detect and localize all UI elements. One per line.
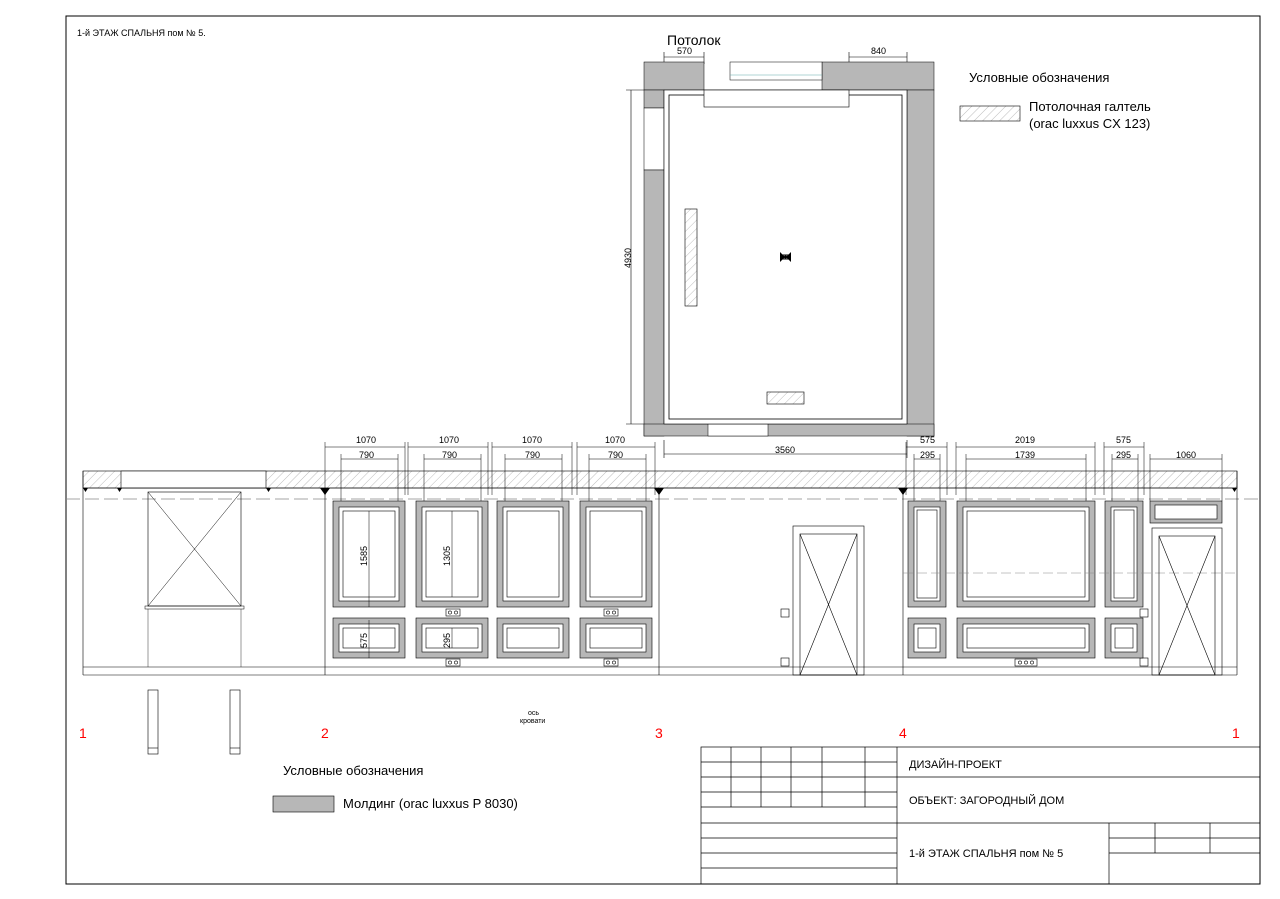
dim-panel-4-outer: 1070 <box>605 435 626 445</box>
legend-top-title: Условные обозначения <box>969 70 1110 85</box>
door-elevation-1 <box>793 526 864 675</box>
dim-right-2-inner: 1739 <box>1015 450 1036 460</box>
dim-panel-2-inner: 790 <box>442 450 458 460</box>
legend-cornice-line1: Потолочная галтель <box>1029 99 1151 114</box>
ceiling-wall-right <box>907 90 934 436</box>
ceiling-dim-right: 840 <box>871 46 887 56</box>
dim-vert-1305: 1305 <box>442 545 452 566</box>
ceiling-wall-left <box>644 90 664 108</box>
axis-marker-3: 3 <box>655 725 663 741</box>
dim-panel-3-inner: 790 <box>525 450 541 460</box>
dim-panel-2-outer: 1070 <box>439 435 460 445</box>
legend-cornice-line2: (orac luxxus CX 123) <box>1029 116 1151 131</box>
axis-marker-5: 1 <box>1232 725 1240 741</box>
ceiling-title: Потолок <box>667 32 721 48</box>
dim-right-1-inner: 295 <box>920 450 936 460</box>
title-block-project: ДИЗАЙН-ПРОЕКТ <box>909 759 1002 771</box>
dim-right-1-outer: 575 <box>920 435 936 445</box>
wall-elevation <box>66 435 1260 754</box>
ceiling-wall-top-left <box>644 62 704 90</box>
dim-panel-4-inner: 790 <box>608 450 624 460</box>
legend-bottom-title: Условные обозначения <box>283 763 424 778</box>
door-elevation-2 <box>1152 528 1222 675</box>
ceiling-door-bottom <box>708 424 768 436</box>
bed-axis-label-1: ось <box>528 710 540 717</box>
dim-right-3-inner: 295 <box>1116 450 1132 460</box>
axis-marker-1: 1 <box>79 725 87 741</box>
bed-axis-label-2: кровати <box>520 718 546 725</box>
ceiling-window-top <box>730 62 822 80</box>
legend-moulding-label: Молдинг (orac luxxus P 8030) <box>343 796 518 811</box>
title-block-sheet: 1-й ЭТАЖ СПАЛЬНЯ пом № 5 <box>909 848 1064 860</box>
axis-marker-4: 4 <box>899 725 907 741</box>
dim-panel-3-outer: 1070 <box>522 435 543 445</box>
legend-moulding-swatch <box>273 796 334 812</box>
dim-vert-575: 575 <box>359 632 369 648</box>
ceiling-plan <box>623 32 934 458</box>
dim-right-4-outer: 1060 <box>1176 450 1197 460</box>
title-block-object: ОБЪЕКТ: ЗАГОРОДНЫЙ ДОМ <box>909 795 1065 807</box>
ceiling-wall-top-right <box>822 62 934 90</box>
dim-vert-295: 295 <box>442 632 452 648</box>
ceiling-dim-height: 4930 <box>623 247 633 268</box>
moulding-panels-wall-4 <box>908 501 1222 658</box>
ceiling-light-strip <box>685 209 697 306</box>
moulding-panels-wall-2 <box>333 501 652 658</box>
legend-cornice-swatch <box>960 106 1020 121</box>
legend-cornice <box>960 70 1151 131</box>
legend-moulding <box>273 763 518 812</box>
dim-vert-1585: 1585 <box>359 545 369 566</box>
ceiling-vent <box>767 392 804 404</box>
ceiling-dim-left: 570 <box>677 46 693 56</box>
dim-right-3-outer: 575 <box>1116 435 1132 445</box>
dim-right-2-outer: 2019 <box>1015 435 1036 445</box>
axis-marker-2: 2 <box>321 725 329 741</box>
dim-panel-1-outer: 1070 <box>356 435 377 445</box>
dim-panel-1-inner: 790 <box>359 450 375 460</box>
ceiling-window-left <box>644 108 664 170</box>
ceiling-dim-width: 3560 <box>775 445 796 455</box>
sheet-title: 1-й ЭТАЖ СПАЛЬНЯ пом № 5. <box>77 28 206 38</box>
